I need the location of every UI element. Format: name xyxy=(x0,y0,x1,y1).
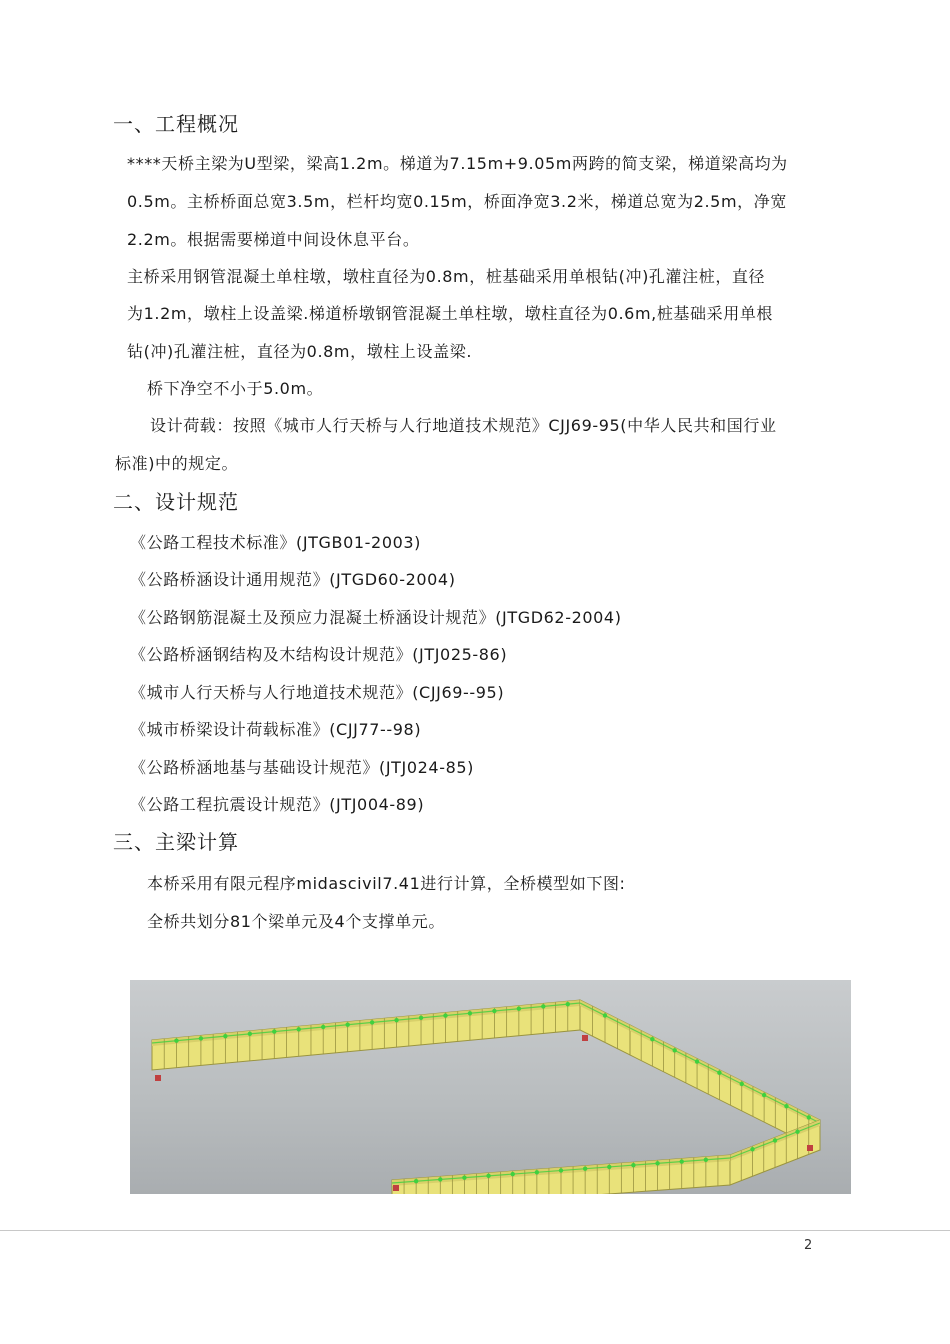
code-list-item: 《城市桥梁设计荷载标准》(CJJ77--98) xyxy=(130,720,422,739)
code-list-item: 《公路桥涵设计通用规范》(JTGD60-2004) xyxy=(130,570,456,589)
section-heading-main-beam: 三、主梁计算 xyxy=(113,830,239,854)
section-heading-design-codes: 二、设计规范 xyxy=(113,490,239,514)
paragraph-line: 设计荷载：按照《城市人行天桥与人行地道技术规范》CJJ69-95(中华人民共和国行业 xyxy=(150,416,777,435)
page-number: 2 xyxy=(804,1238,813,1253)
code-list-item: 《城市人行天桥与人行地道技术规范》(CJJ69--95) xyxy=(130,683,505,702)
paragraph-line: 桥下净空不小于5.0m。 xyxy=(147,379,324,398)
code-list-item: 《公路工程抗震设计规范》(JTJ004-89) xyxy=(130,795,425,814)
paragraph-line: 2.2m。根据需要梯道中间设休息平台。 xyxy=(127,230,420,249)
fe-model-render xyxy=(130,980,851,1194)
footer-rule xyxy=(0,1230,950,1231)
bridge-model-figure xyxy=(130,980,851,1194)
paragraph-line: 全桥共划分81个梁单元及4个支撑单元。 xyxy=(147,912,445,931)
code-list-item: 《公路工程技术标准》(JTGB01-2003) xyxy=(130,533,422,552)
code-list-item: 《公路钢筋混凝土及预应力混凝土桥涵设计规范》(JTGD62-2004) xyxy=(130,608,622,627)
paragraph-line: 钻(冲)孔灌注桩，直径为0.8m，墩柱上设盖梁. xyxy=(127,342,473,361)
paragraph-line: 本桥采用有限元程序midascivil7.41进行计算，全桥模型如下图: xyxy=(147,874,626,893)
code-list-item: 《公路桥涵地基与基础设计规范》(JTJ024-85) xyxy=(130,758,474,777)
section-heading-overview: 一、工程概况 xyxy=(113,112,239,136)
paragraph-line: 为1.2m，墩柱上设盖梁.梯道桥墩钢管混凝土单柱墩，墩柱直径为0.6m,桩基础采用单根 xyxy=(127,304,774,323)
paragraph-line: 标准)中的规定。 xyxy=(115,454,239,473)
support-marker-3 xyxy=(582,1035,588,1041)
paragraph-line: 0.5m。主桥桥面总宽3.5m，栏杆均宽0.15m，桥面净宽3.2米，梯道总宽为2.5m，净宽 xyxy=(127,192,787,211)
support-marker-0 xyxy=(155,1075,161,1081)
support-marker-1 xyxy=(393,1185,399,1191)
paragraph-line: ****天桥主梁为U型梁，梁高1.2m。梯道为7.15m+9.05m两跨的简支梁，梯道梁高均为 xyxy=(127,154,788,173)
support-marker-2 xyxy=(807,1145,813,1151)
code-list-item: 《公路桥涵钢结构及木结构设计规范》(JTJ025-86) xyxy=(130,645,508,664)
paragraph-line: 主桥采用钢管混凝土单柱墩，墩柱直径为0.8m，桩基础采用单根钻(冲)孔灌注桩，直径 xyxy=(127,267,766,286)
beam-axis-line xyxy=(630,1028,820,1123)
